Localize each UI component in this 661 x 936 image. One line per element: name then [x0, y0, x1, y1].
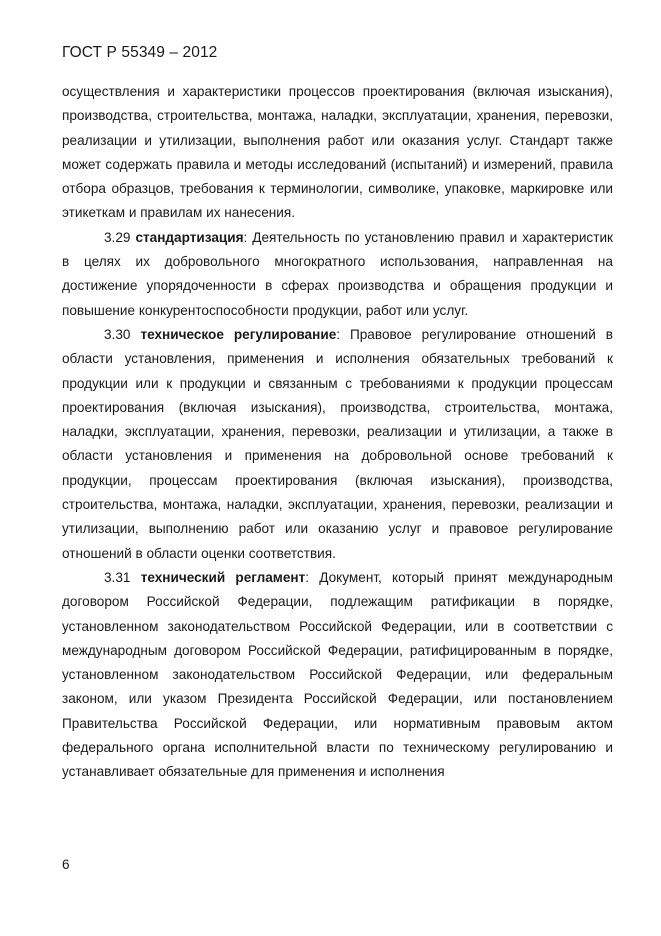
definition-3-31 [62, 566, 613, 785]
definition-3-30 [62, 323, 613, 566]
term-technical-regulation-document: технический регламент [140, 569, 306, 585]
term-standardization: стандартизация [135, 229, 244, 245]
page-number: 6 [62, 857, 70, 872]
document-body [62, 80, 613, 785]
clause-number: 3.30 [104, 326, 131, 342]
definition-text: : Документ, который принят международным договором Российской Федерации, подлежащим ратификации в порядке, установленном законодательством Российской Федерации, или в соответствии с международным договором Российской Федерации, ратифицированным в порядке, установленном законодательством Российской Федерации, или федеральным законом, или указом Президента Российской Федерации, или постановлением Правительства Российской Федерации, или нормативным правовым актом федерального органа исполнительной власти по техническому регулированию и устанавливает обязательные для применения и исполнения [62, 569, 613, 780]
definition-text: : Деятельность по установлению правил и характеристик в целях их добровольного многократного использования, направленная на достижение упорядоченности в сферах производства и обращения продукции и повышение конкурентоспособности продукции, работ или услуг. [62, 229, 613, 318]
clause-number: 3.31 [104, 569, 131, 585]
paragraph-continuation: осуществления и характеристики процессов проектирования (включая изыскания), производства, строительства, монтажа, наладки, эксплуатации, хранения, перевозки, реализации и утилизации, выполнения работ или оказания услуг. Стандарт также может содержать правила и методы исследований (испытаний) и измерений, правила отбора образцов, требования к терминологии, символике, упаковке, маркировке или этикеткам и правилам их нанесения. [62, 84, 613, 221]
definition-text: : Правовое регулирование отношений в области установления, применения и исполнения обязательных требований к продукции или к продукции и связанным с требованиями к продукции процессам проектирования (включая изыскания), производства, строительства, монтажа, наладки, эксплуатации, хранения, перевозки, реализации и утилизации, а также в области установления и применения на добровольной основе требований к продукции, процессам проектирования (включая изыскания), производства, строительства, монтажа, наладки, эксплуатации, хранения, перевозки, реализации и утилизации, выполнению работ или оказанию услуг и правовое регулирование отношений в области оценки соответствия. [62, 326, 613, 561]
clause-number: 3.29 [104, 229, 131, 245]
document-header: ГОСТ Р 55349 – 2012 [62, 44, 218, 61]
term-technical-regulation: техническое регулирование [140, 326, 337, 342]
definition-3-29 [62, 226, 613, 323]
